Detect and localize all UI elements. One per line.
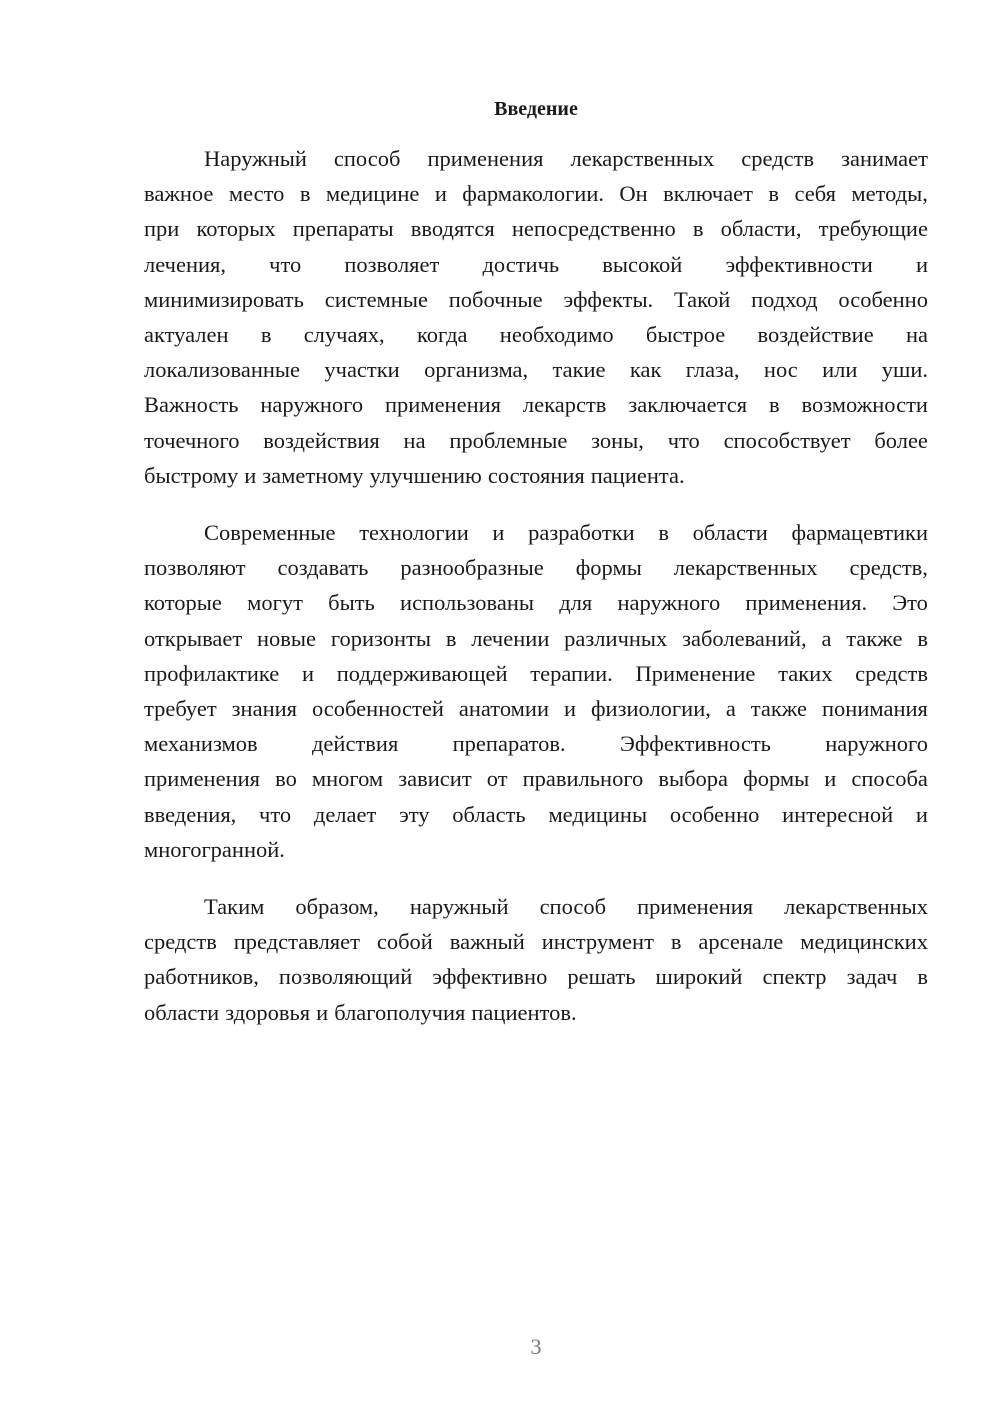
text-line [144,387,928,422]
word: горизонты [330,625,432,651]
word: благополучия [334,999,466,1025]
word: что [667,427,700,453]
word: действия [311,731,399,757]
word: зависит [398,766,472,792]
word: Современные [204,520,336,545]
word: или [822,357,858,383]
word: задач [846,964,898,990]
text-line [144,761,928,796]
word: лекарственных [570,146,715,171]
word: в [670,929,682,955]
word: медицины [548,801,648,827]
word: что [269,251,302,277]
word: область [452,801,526,827]
word: наружного [825,731,928,757]
text-line [144,691,928,726]
word: собой [376,929,433,955]
word: в [299,181,311,207]
word: и [915,251,928,277]
text-line [144,317,928,352]
word: делает [313,801,377,827]
word: необходимо [499,321,614,347]
word: знания [231,695,298,721]
word: и [824,766,837,792]
word: правильного [522,766,644,792]
word: применения [385,392,502,418]
word: требующие [818,216,928,242]
word: организма, [424,357,529,383]
word: представляет [233,929,360,955]
word: введения, [144,801,237,827]
word: заболеваний, [682,625,807,651]
text-line [144,656,928,691]
word: могут [247,590,303,616]
word: такие [552,357,606,383]
word: состояния [487,462,585,488]
paragraph-1 [144,141,928,493]
word: себя [794,181,836,207]
text-line [144,550,928,585]
word: в [445,625,457,651]
word: также [846,625,903,651]
word: непосредственно [511,216,676,242]
word: заметному [262,462,364,488]
word: важное [144,181,214,207]
word: здоровья [225,999,311,1025]
word: анатомии [458,695,549,721]
word: механизмов [144,731,258,757]
word: формы [575,555,642,581]
word: эффекты. [563,286,654,312]
word: минимизировать [144,286,304,312]
text-line [144,924,928,959]
word: место [228,181,285,207]
word: терапии. [530,660,613,686]
word: применения [637,894,754,919]
word: широкий [655,964,743,990]
word: участки [324,357,400,383]
text-line [144,959,928,994]
word: вводятся [410,216,495,242]
word: случаях, [303,321,385,347]
word: многогранной. [144,836,285,862]
word: наружный [409,894,509,919]
word: поддерживающей [336,660,508,686]
word: также [750,695,808,721]
text-line [144,458,928,493]
word: технологии [359,520,469,545]
word: зоны, [591,427,644,453]
word: актуален [144,321,229,347]
word: и [244,462,257,488]
word: быстрое [645,321,726,347]
word: арсенале [698,929,784,955]
text-line [144,352,928,387]
text-line [144,247,928,282]
word: высокой [602,251,683,277]
word: выбора [658,766,729,792]
word: и [434,181,447,207]
word: методы, [851,181,928,207]
word: физиологии, [590,695,711,721]
word: особенно [669,801,760,827]
word: разработки [528,520,635,545]
word: пациентов. [471,999,577,1025]
word: Важность [144,392,239,418]
word: таких [778,660,833,686]
word: побочные [448,286,543,312]
word: способ [333,146,401,171]
text-line [144,832,928,867]
word: особенно [838,286,928,312]
word: области, [720,216,802,242]
word: в [692,216,704,242]
word: способ [539,894,607,919]
word: Такой [674,286,731,312]
word: в [658,520,669,545]
word: включает [663,181,753,207]
word: Наружный [204,146,307,171]
word: от [486,766,508,792]
word: а [821,625,832,651]
word: эффективно [432,964,548,990]
text-line [144,282,928,317]
text-line [144,889,928,924]
text-line [144,515,928,550]
text-line [144,995,928,1030]
word: применения [144,766,261,792]
word: позволяющий [278,964,413,990]
word: на [403,427,426,453]
word: в [917,964,928,990]
word: разнообразные [400,555,544,581]
word: при [144,216,180,242]
word: и [301,660,315,686]
word: более [874,427,928,453]
word: как [629,357,662,383]
word: которых [196,216,276,242]
word: воздействие [757,321,874,347]
word: пациента. [590,462,685,488]
word: профилактике [144,660,280,686]
word: занимает [841,146,928,171]
word: области [144,999,220,1025]
word: фармацевтики [791,520,928,545]
word: глаза, [685,357,740,383]
word: позволяет [344,251,440,277]
word: нос [763,357,798,383]
word: лечении [471,625,550,651]
word: особенностей [311,695,444,721]
word: использованы [400,590,535,616]
word: позволяют [144,555,246,581]
text-line [144,176,928,211]
word: наружного [617,590,721,616]
word: заключается [628,392,748,418]
word: подход [751,286,818,312]
word: Таким [204,894,265,919]
page-number: 3 [530,1334,542,1359]
word: способствует [723,427,851,453]
word: инструмент [541,929,654,955]
text-line [144,423,928,458]
word: лекарственных [673,555,818,581]
word: точечного [144,427,240,453]
word: а [725,695,736,721]
word: проблемные [449,427,568,453]
word: новые [257,625,317,651]
word: на [905,321,928,347]
text-line [144,797,928,832]
word: средств [855,660,928,686]
word: и [563,695,576,721]
word: средств, [849,555,928,581]
word: открывает [144,625,243,651]
text-line [144,621,928,656]
word: возможности [801,392,928,418]
word: улучшению [369,462,482,488]
paragraph-3 [144,889,928,1030]
word: области [692,520,768,545]
word: Эффективность [619,731,771,757]
word: важный [449,929,525,955]
section-title: Введение [494,98,578,120]
word: системные [324,286,428,312]
word: локализованные [144,357,301,383]
word: спектр [762,964,827,990]
word: Он [619,181,648,207]
word: понимания [822,695,928,721]
word: фармакологии. [462,181,604,207]
word: создавать [277,555,369,581]
text-line [144,211,928,246]
word: решать [567,964,636,990]
text-line [144,585,928,620]
paragraph-2 [144,515,928,867]
word: эту [399,801,430,827]
word: медицинских [800,929,928,955]
word: наружного [260,392,364,418]
word: и [492,520,505,545]
word: и [915,801,928,827]
word: что [259,801,292,827]
word: для [559,590,593,616]
word: достичь [482,251,560,277]
word: препараты [292,216,394,242]
word: быстрому [144,462,239,488]
word: образом, [295,894,379,919]
word: требует [144,695,217,721]
text-line [144,141,928,176]
word: медицине [325,181,420,207]
word: которые [144,590,222,616]
word: препаратов. [452,731,566,757]
word: лекарственных [784,894,928,919]
word: формы [743,766,810,792]
word: в [768,392,780,418]
word: применения [427,146,544,171]
word: Это [892,590,928,616]
word: в [260,321,272,347]
word: средств [144,929,217,955]
word: уши. [881,357,928,383]
word: применения. [745,590,868,616]
word: лекарств [522,392,607,418]
word: работников, [144,964,259,990]
word: воздействия [263,427,380,453]
word: средств [741,146,815,171]
word: различных [564,625,668,651]
word: способа [851,766,928,792]
word: интересной [782,801,894,827]
word: быть [328,590,375,616]
word: лечения, [144,251,227,277]
word: во [275,766,297,792]
word: и [316,999,329,1025]
word: многом [311,766,384,792]
word: когда [416,321,468,347]
word: в [917,625,928,651]
text-line [144,726,928,761]
word: в [768,181,780,207]
word: эффективности [725,251,873,277]
word: Применение [635,660,756,686]
